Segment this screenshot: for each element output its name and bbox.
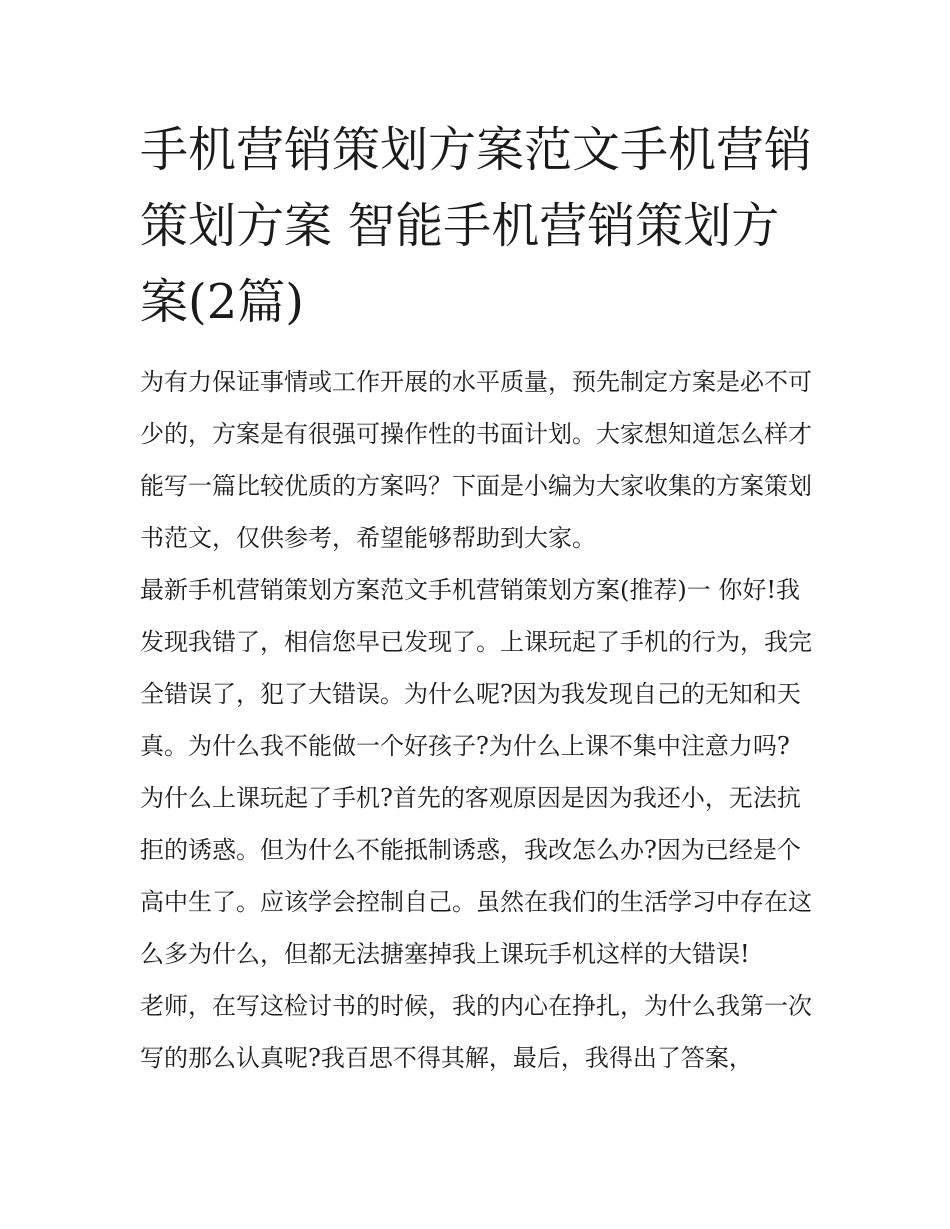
document-page	[140, 112, 812, 1084]
body-paragraph-1: 最新手机营销策划方案范文手机营销策划方案(推荐)一 你好!我发现我错了，相信您早已发现了。上课玩起了手机的行为，我完全错误了，犯了大错误。为什么呢?因为我发现自己的无知和天真。为什么我不能做一个好孩子?为什么上课不集中注意力吗?为什么上课玩起了手机?首先的客观原因是因为我还小，无法抗拒的诱惑。但为什么不能抵制诱惑，我改怎么办?因为已经是个高中生了。应该学会控制自己。虽然在我们的生活学习中存在这么多为什么，但都无法搪塞掉我上课玩手机这样的大错误!	[140, 576, 812, 968]
document-title: 手机营销策划方案范文手机营销策划方案 智能手机营销策划方案(2篇)	[140, 122, 813, 330]
body-paragraph-2: 老师，在写这检讨书的时候，我的内心在挣扎，为什么我第一次写的那么认真呢?我百思不得其解，最后，我得出了答案，	[140, 992, 812, 1072]
intro-paragraph: 为有力保证事情或工作开展的水平质量，预先制定方案是必不可少的，方案是有很强可操作性的书面计划。大家想知道怎么样才能写一篇比较优质的方案吗？下面是小编为大家收集的方案策划书范文，仅供参考，希望能够帮助到大家。	[140, 368, 812, 552]
